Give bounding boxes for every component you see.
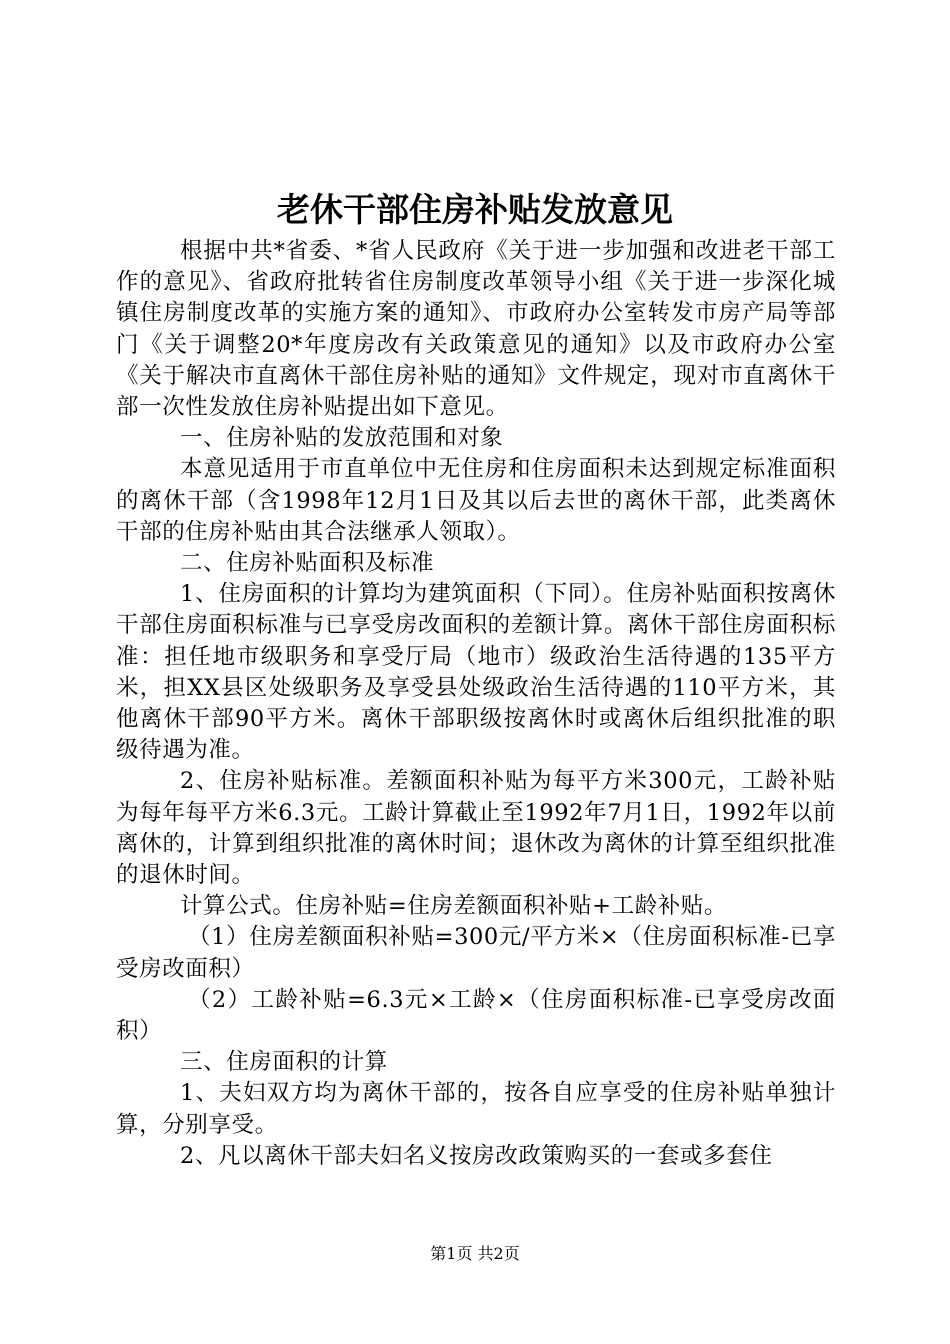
paragraph-subsidy-standard: 2、住房补贴标准。差额面积补贴为每平方米300元，工龄补贴为每年每平方米6.3元。工龄计算截止至1992年7月1日，1992年以前离休的，计算到组织批准的离休时间；退休改为离休的计算至组织批准的退休时间。	[116, 768, 836, 889]
paragraph-intro: 根据中共*省委、*省人民政府《关于进一步加强和改进老干部工作的意见》、省政府批转省住房制度改革领导小组《关于进一步深化城镇住房制度改革的实施方案的通知》、市政府办公室转发市房产局等部门《关于调整20*年度房改有关政策意见的通知》以及市政府办公室《关于解决市直离休干部住房补贴的通知》文件规定，现对市直离休干部一次性发放住房补贴提出如下意见。	[116, 238, 836, 421]
paragraph-formula: 计算公式。住房补贴=住房差额面积补贴+工龄补贴。	[180, 893, 728, 920]
section-heading-1: 一、住房补贴的发放范围和对象	[180, 425, 504, 452]
section-heading-2: 二、住房补贴面积及标准	[180, 550, 435, 577]
section-heading-3: 三、住房面积的计算	[180, 1049, 388, 1076]
paragraph-purchase-rule: 2、凡以离休干部夫妇名义按房改政策购买的一套或多套住	[180, 1142, 773, 1169]
paragraph-formula-1: （1）住房差额面积补贴=300元/平方米×（住房面积标准-已享受房改面积）	[116, 924, 836, 982]
paragraph-formula-2: （2）工龄补贴=6.3元×工龄×（住房面积标准-已享受房改面积）	[116, 986, 836, 1045]
paragraph-area-standard: 1、住房面积的计算均为建筑面积（下同）。住房补贴面积按离休干部住房面积标准与已享受房改面积的差额计算。离休干部住房面积标准：担任地市级职务和享受厅局（地市）级政治生活待遇的135平方米，担XX县区处级职务及享受县处级政治生活待遇的110平方米，其他离休干部90平方米。离休干部职级按离休时或离休后组织批准的职级待遇为准。	[116, 581, 836, 764]
document-body	[116, 236, 836, 1172]
paragraph-couple-rule: 1、夫妇双方均为离休干部的，按各自应享受的住房补贴单独计算，分别享受。	[116, 1080, 836, 1138]
document-title: 老休干部住房补贴发放意见	[277, 190, 673, 229]
page-footer: 第1页 共2页	[430, 1244, 520, 1263]
paragraph-scope: 本意见适用于市直单位中无住房和住房面积未达到规定标准面积的离休干部（含1998年12月1日及其以后去世的离休干部，此类离休干部的住房补贴由其合法继承人领取）。	[116, 456, 836, 545]
